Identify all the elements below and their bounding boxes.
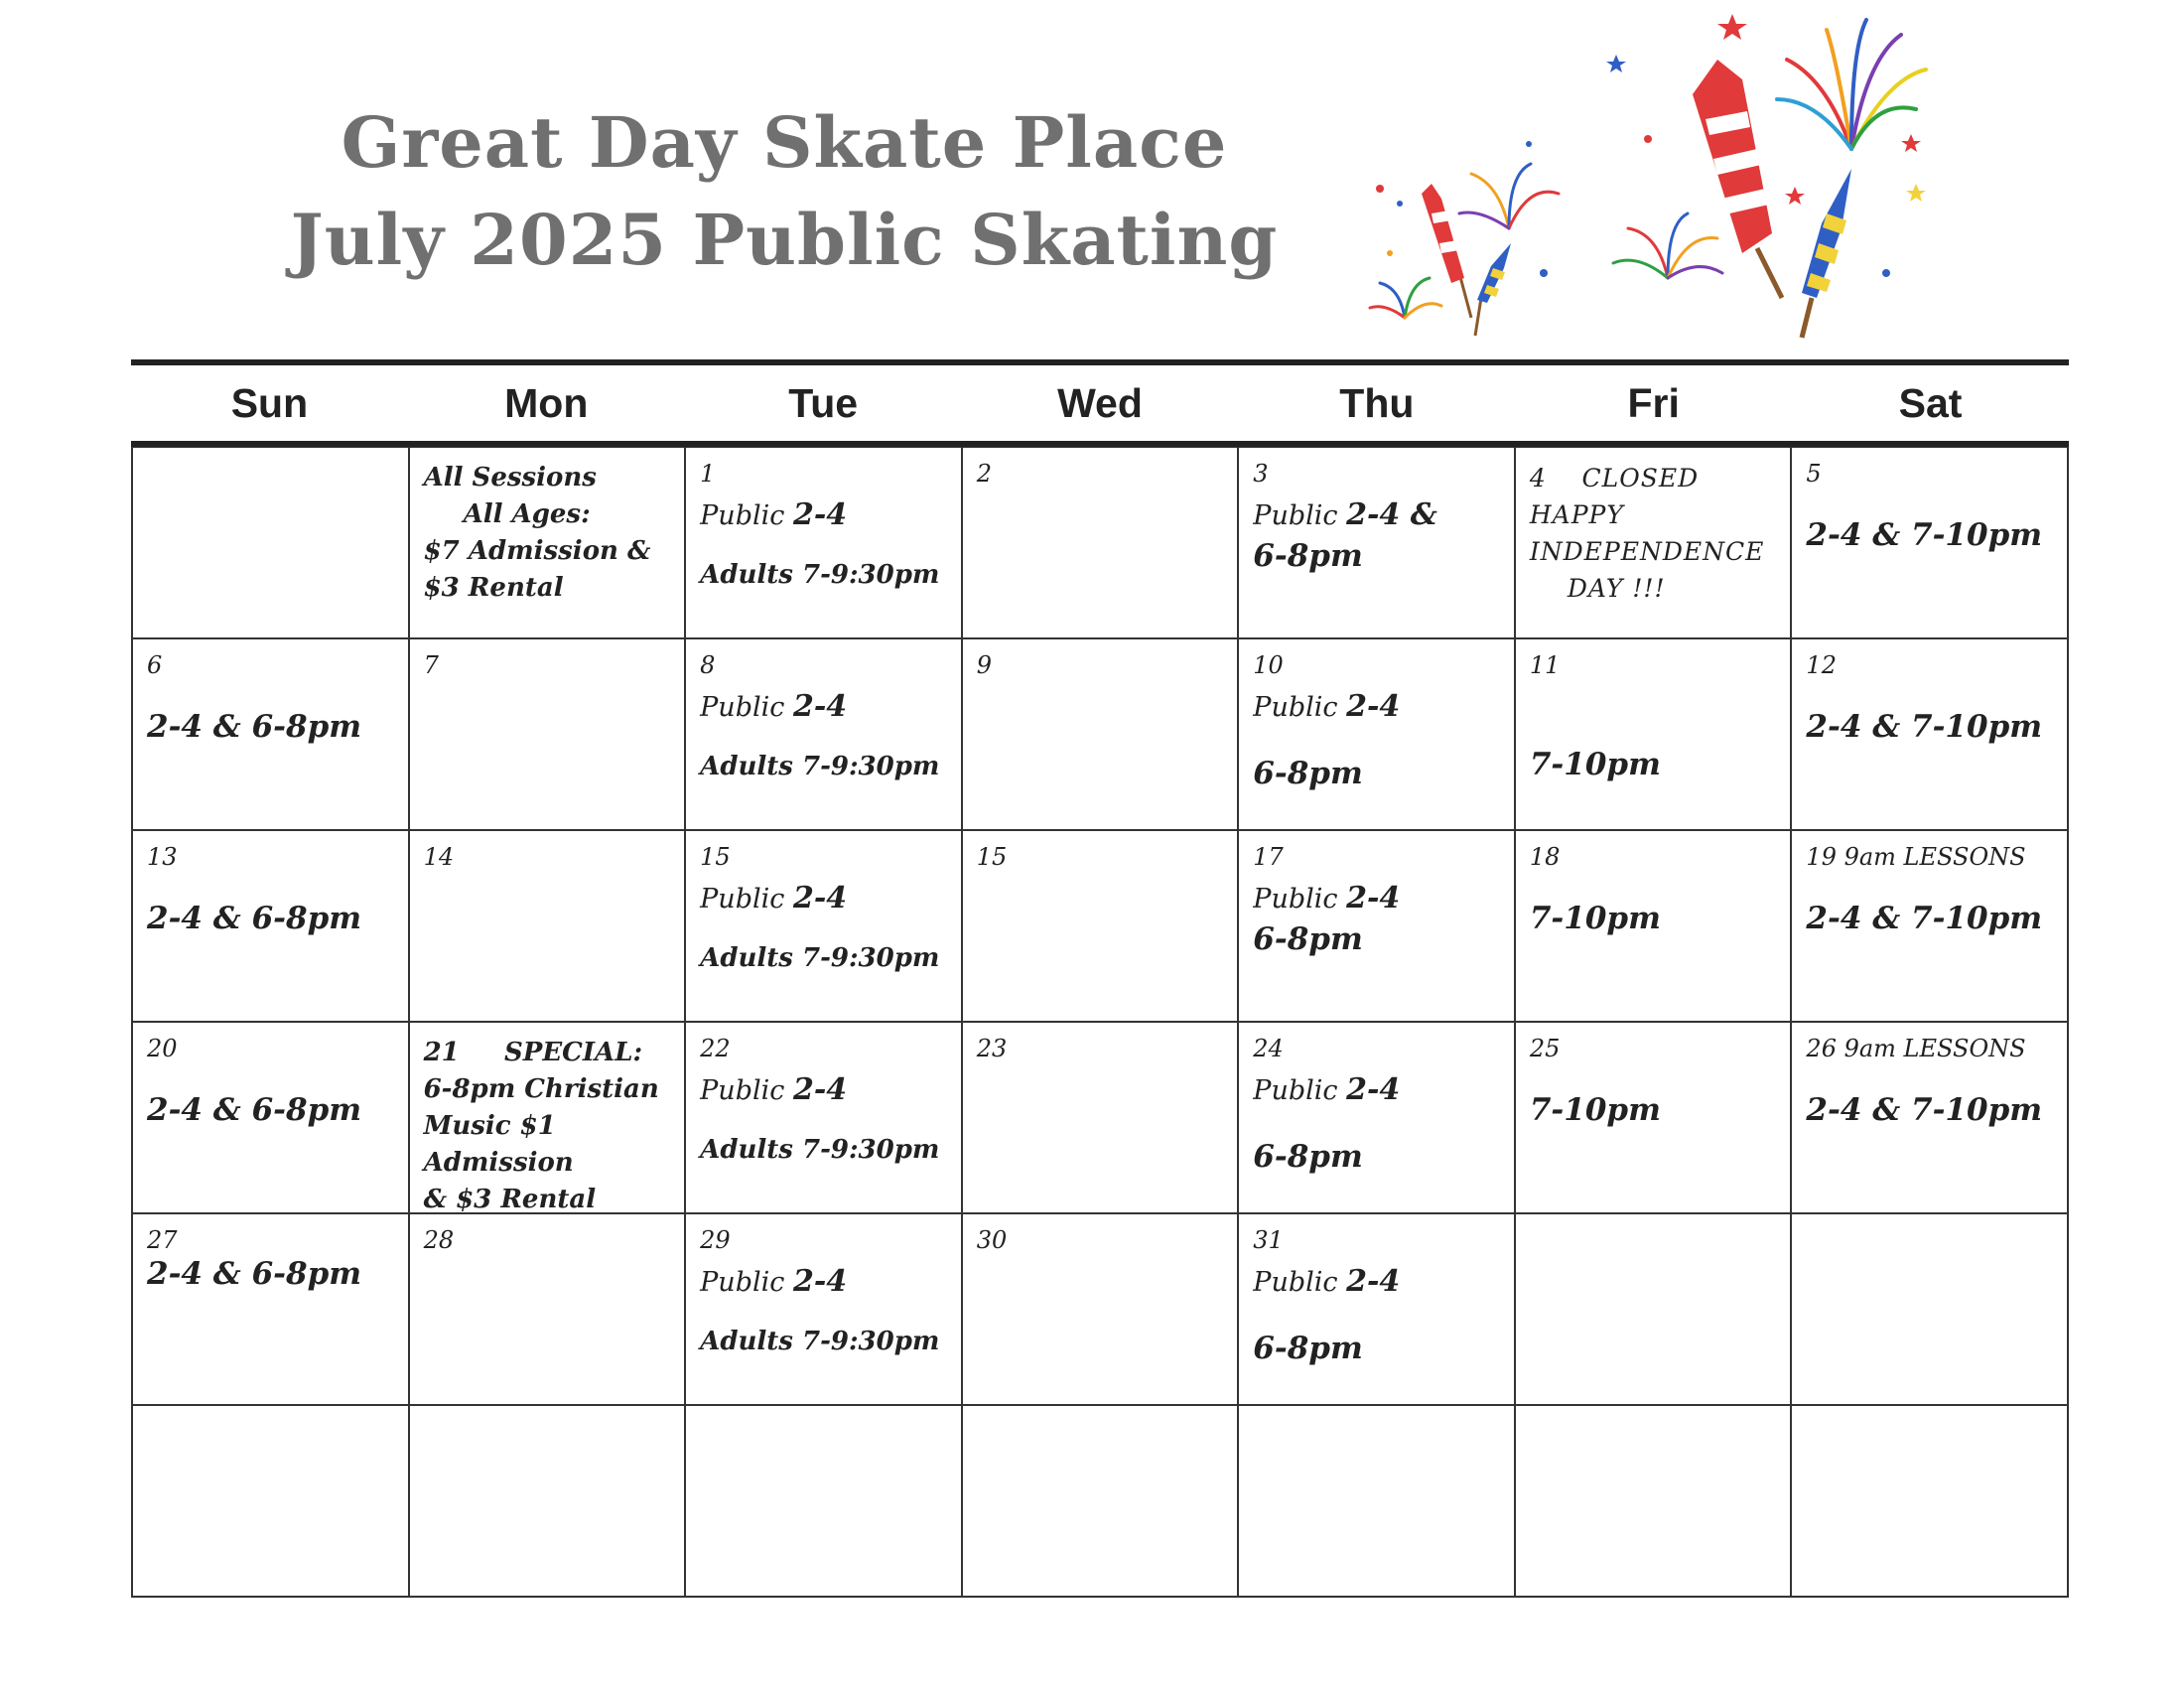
fireworks-burst-icon (1459, 164, 1559, 228)
session-times: 2-4 & 6-8pm (147, 1092, 362, 1128)
day-cell (1239, 1023, 1516, 1214)
day-number: 9 (976, 651, 992, 679)
day-number: 2 (976, 460, 992, 488)
public-label: Public (700, 1075, 785, 1106)
day-cell (1516, 639, 1793, 831)
day-cell (133, 831, 410, 1023)
day-cell (963, 639, 1240, 831)
public-session (1253, 497, 1500, 532)
info-note: All Sessions (423, 463, 597, 492)
day-cell (133, 1214, 410, 1406)
session-times: 2-4 & 7-10pm (1806, 1092, 2043, 1128)
day-number: 26 9am LESSONS (1806, 1035, 2026, 1062)
day-number: 13 (147, 843, 178, 871)
day-cell (686, 831, 963, 1023)
public-time: 2-4 (1346, 881, 1401, 915)
day-cell (1792, 448, 2069, 639)
public-time: 2-4 (1346, 689, 1401, 724)
day-cell-empty (686, 1406, 963, 1598)
public-label: Public (1253, 1075, 1338, 1106)
public-time: 2-4 (1346, 1072, 1401, 1107)
public-session (700, 689, 947, 724)
public-session (1253, 881, 1500, 915)
day-cell (686, 639, 963, 831)
day-number: 5 (1806, 460, 1822, 488)
day-cell (1792, 831, 2069, 1023)
day-number: 4 (1529, 464, 1547, 492)
public-session (1253, 1264, 1500, 1299)
session-times: 2-4 & 6-8pm (147, 901, 362, 936)
holiday-text: DAY !!! (1567, 574, 1666, 603)
page-title (199, 94, 1370, 289)
day-cell (410, 831, 687, 1023)
public-time: 2-4 (792, 497, 848, 532)
day-number: 23 (976, 1035, 1008, 1062)
day-cell (1516, 1023, 1793, 1214)
day-number: 1 (700, 460, 716, 488)
public-label: Public (1253, 884, 1338, 914)
day-cell (963, 1023, 1240, 1214)
public-session (700, 1072, 947, 1107)
public-session (700, 497, 947, 532)
day-number: 15 (976, 843, 1008, 871)
calendar (131, 359, 2069, 1598)
weekday-header (131, 365, 2069, 447)
rocket-icon (1475, 243, 1511, 336)
special-line (424, 1035, 671, 1071)
day-cell-empty (1516, 1214, 1793, 1406)
public-label: Public (700, 1267, 785, 1298)
special-label: SPECIAL: (504, 1038, 643, 1067)
adults-session: Adults 7-9:30pm (700, 560, 940, 590)
public-session (1253, 689, 1500, 724)
day-cell (1239, 448, 1516, 639)
day-number: 29 (700, 1226, 731, 1254)
public-label: Public (1253, 1267, 1338, 1298)
public-time: 2-4 & (1346, 497, 1437, 532)
weekday-fri: Fri (1627, 380, 1680, 426)
calendar-grid (131, 447, 2069, 1598)
day-cell-info (410, 448, 687, 639)
day-number: 24 (1253, 1035, 1284, 1062)
closed-line (1530, 460, 1777, 496)
public-label: Public (1253, 692, 1338, 723)
session-times: 2-4 & 7-10pm (1806, 517, 2043, 553)
session-times: 2-4 & 7-10pm (1806, 709, 2043, 745)
session-times: 2-4 & 6-8pm (147, 709, 362, 745)
day-number: 17 (1253, 843, 1284, 871)
day-number: 22 (700, 1035, 731, 1062)
fireworks-burst-icon (1777, 20, 1926, 149)
day-cell (963, 1214, 1240, 1406)
fireworks-burst-icon (1613, 213, 1722, 278)
day-number: 10 (1253, 651, 1284, 679)
rocket-icon (1693, 60, 1782, 298)
day-number: 18 (1529, 843, 1561, 871)
special-note: 6-8pm Christian (423, 1074, 659, 1104)
day-number: 25 (1529, 1035, 1561, 1062)
day-number: 8 (700, 651, 716, 679)
weekday-sat: Sat (1898, 380, 1963, 426)
day-number: 14 (423, 843, 455, 871)
day-number: 15 (700, 843, 731, 871)
session-times: 2-4 & 6-8pm (147, 1256, 362, 1292)
day-cell (1239, 639, 1516, 831)
public-time: 2-4 (792, 1072, 848, 1107)
public-label: Public (700, 692, 785, 723)
day-cell-closed (1516, 448, 1793, 639)
rocket-icon (1802, 169, 1851, 338)
weekday-tue: Tue (788, 380, 859, 426)
day-number: 11 (1529, 651, 1561, 679)
day-cell-empty (1516, 1406, 1793, 1598)
evening-session: 6-8pm (1253, 1139, 1363, 1175)
adults-session: Adults 7-9:30pm (700, 1135, 940, 1165)
day-cell-empty (133, 448, 410, 639)
session-times: 7-10pm (1529, 901, 1661, 936)
public-time: 2-4 (792, 1264, 848, 1299)
day-cell (1239, 831, 1516, 1023)
public-label: Public (1253, 500, 1338, 531)
day-number: 3 (1253, 460, 1269, 488)
weekday-wed: Wed (1057, 380, 1143, 426)
fireworks-illustration (1360, 0, 1956, 357)
info-note: $7 Admission & (423, 536, 651, 566)
day-number: 27 (147, 1226, 178, 1254)
holiday-text: HAPPY (1529, 500, 1624, 529)
public-time: 2-4 (792, 881, 848, 915)
day-cell-empty (1239, 1406, 1516, 1598)
day-cell (410, 639, 687, 831)
weekday-thu: Thu (1339, 380, 1415, 426)
public-label: Public (700, 500, 785, 531)
day-number: 28 (423, 1226, 455, 1254)
day-cell (686, 1023, 963, 1214)
special-note: & $3 Rental (423, 1185, 597, 1214)
day-cell (686, 1214, 963, 1406)
day-cell-empty (963, 1406, 1240, 1598)
weekday-sun: Sun (230, 380, 309, 426)
closed-label: CLOSED (1581, 464, 1700, 492)
day-cell (133, 1023, 410, 1214)
day-number: 20 (147, 1035, 178, 1062)
special-note: Music $1 Admission (423, 1111, 574, 1178)
public-session (700, 881, 947, 915)
day-number: 31 (1253, 1226, 1284, 1254)
day-cell (410, 1214, 687, 1406)
day-cell (686, 448, 963, 639)
fireworks-burst-icon (1370, 278, 1441, 318)
adults-session: Adults 7-9:30pm (700, 1327, 940, 1356)
public-session (1253, 1072, 1500, 1107)
adults-session: Adults 7-9:30pm (700, 943, 940, 973)
day-cell (963, 448, 1240, 639)
star-icon (1376, 14, 1926, 277)
evening-session: 6-8pm (1253, 921, 1363, 957)
info-note: All Ages: (463, 499, 591, 529)
rocket-icon (1422, 184, 1471, 318)
info-note: $3 Rental (423, 573, 564, 603)
day-number: 21 (423, 1038, 460, 1067)
public-time: 2-4 (1346, 1264, 1401, 1299)
evening-session: 6-8pm (1253, 1331, 1363, 1366)
public-time: 2-4 (792, 689, 848, 724)
day-cell-empty (1792, 1406, 2069, 1598)
day-number: 12 (1806, 651, 1837, 679)
session-times: 2-4 & 7-10pm (1806, 901, 2043, 936)
day-cell-empty (133, 1406, 410, 1598)
day-cell (1239, 1214, 1516, 1406)
day-cell (1792, 639, 2069, 831)
holiday-text: INDEPENDENCE (1529, 537, 1765, 566)
day-cell-empty (410, 1406, 687, 1598)
adults-session: Adults 7-9:30pm (700, 752, 940, 781)
day-cell (1792, 1023, 2069, 1214)
session-times: 7-10pm (1529, 1092, 1661, 1128)
day-cell (1516, 831, 1793, 1023)
public-label: Public (700, 884, 785, 914)
day-cell (133, 639, 410, 831)
evening-session: 6-8pm (1253, 756, 1363, 791)
day-number: 30 (976, 1226, 1008, 1254)
title-line-2: July 2025 Public Skating (290, 199, 1279, 281)
day-number: 7 (423, 651, 439, 679)
day-number: 19 9am LESSONS (1806, 843, 2026, 871)
day-cell (963, 831, 1240, 1023)
day-number: 6 (147, 651, 163, 679)
evening-session: 6-8pm (1253, 538, 1363, 574)
day-cell-empty (1792, 1214, 2069, 1406)
day-cell-special (410, 1023, 687, 1214)
weekday-mon: Mon (504, 380, 589, 426)
public-session (700, 1264, 947, 1299)
session-times: 7-10pm (1529, 747, 1661, 782)
title-line-1: Great Day Skate Place (341, 101, 1228, 184)
